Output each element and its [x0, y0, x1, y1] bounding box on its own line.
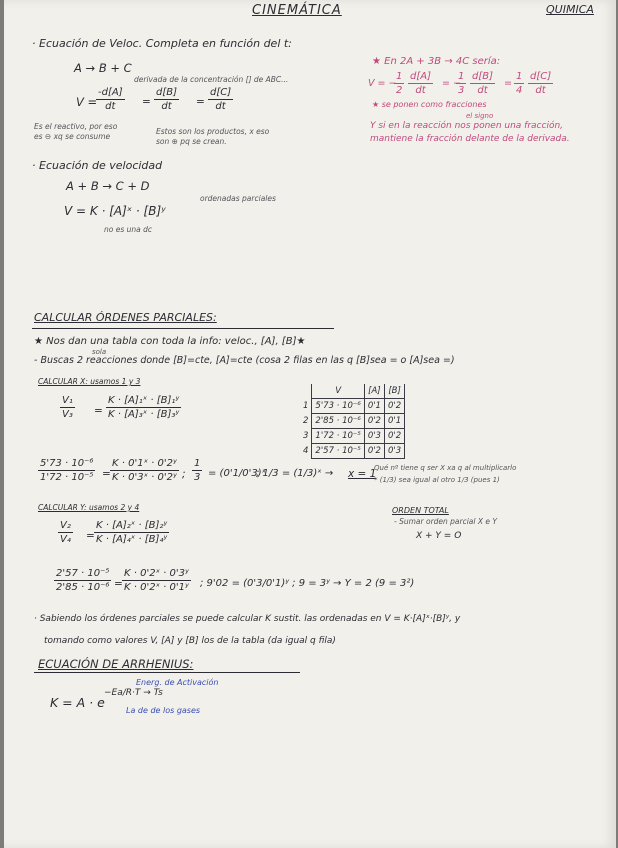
eq-sign: =	[196, 96, 205, 108]
pink-example: ★ En 2A + 3B → 4C sería:	[372, 56, 501, 67]
sec1-heading: · Ecuación de Veloc. Completa en función del t:	[32, 37, 292, 50]
heading-underline	[34, 672, 300, 673]
semicolon: ;	[182, 468, 186, 480]
arrhenius-exponent: −Ea/R·T → Ts	[104, 688, 163, 698]
sec1-frac-a: -d[A] dt	[98, 87, 123, 112]
num-ratio-rate-x: K · 0'1ˣ · 0'2ʸ K · 0'3ˣ · 0'2ʸ	[112, 458, 177, 483]
pow-x-2: ; 1/3 = (1/3)ˣ →	[256, 468, 334, 479]
table-row: 4 2'57 · 10⁻⁵ 0'2 0'3	[300, 444, 405, 459]
col-header-a: [A]	[364, 384, 384, 399]
eq-sign: =	[86, 530, 95, 542]
orden-total-title: ORDEN TOTAL	[392, 506, 449, 515]
sec1-v-prefix: V =	[76, 95, 98, 109]
pink-note-1: Y si en la reacción nos ponen una fracción,	[370, 121, 564, 131]
k-note: no es una dc	[104, 225, 153, 234]
eq-sign: =	[102, 468, 111, 480]
orden-total-2: X + Y = O	[416, 531, 462, 541]
sec4-heading: ECUACIÓN DE ARRHENIUS:	[38, 657, 194, 671]
x-result: x = 1	[348, 468, 377, 480]
y-solution: ; 9'02 = (0'3/0'1)ʸ ; 9 = 3ʸ → Y = 2 (9 = 3²)	[200, 578, 415, 589]
sec1-reaction: A → B + C	[74, 61, 132, 75]
eq-sign: =	[114, 578, 123, 590]
sec3-heading: CALCULAR ÓRDENES PARCIALES:	[34, 311, 217, 324]
note-products-1: Estos son los productos, x eso	[156, 127, 270, 136]
ratio-rate-law-y: K · [A]₂ˣ · [B]₂ʸ K · [A]₄ˣ · [B]₄ʸ	[96, 520, 168, 545]
table-row: 1 5'73 · 10⁻⁶ 0'1 0'2	[300, 399, 405, 414]
calc-x-label: CALCULAR X: usamos 1 y 3	[38, 377, 141, 386]
pow-x-1: = (0'1/0'3)ˣ	[208, 468, 267, 479]
num-ratio-v1-v3: 5'73 · 10⁻⁶ 1'72 · 10⁻⁵	[40, 458, 94, 483]
calc-y-label: CALCULAR Y: usamos 2 y 4	[38, 503, 140, 512]
page-title: CINEMÁTICA	[252, 3, 342, 18]
x-explanation-2: * (1/3) sea igual al otro 1/3 (pues 1)	[374, 476, 500, 484]
num-ratio-rate-y: K · 0'2ˣ · 0'3ʸ K · 0'2ˣ · 0'1ʸ	[124, 568, 189, 593]
eq-sign: =	[142, 96, 151, 108]
sec3-line2: - Buscas 2 reacciones donde [B]=cte, [A]=cte (cosa 2 filas en las q [B]sea = o [A]sea =)	[34, 355, 455, 366]
pink-term-1: d[A] dt	[410, 71, 431, 96]
pink-v-prefix: V = −	[368, 78, 397, 89]
orden-total-1: - Sumar orden parcial X e Y	[394, 517, 497, 526]
subject-label: QUIMICA	[546, 3, 594, 16]
pink-term-2: d[B] dt	[472, 71, 494, 96]
num-ratio-v2-v4: 2'57 · 10⁻⁵ 2'85 · 10⁻⁶	[56, 568, 110, 593]
pink-signo: el signo	[466, 112, 494, 120]
pink-coef-3: 1 4	[516, 71, 523, 96]
activation-energy-note: Energ. de Activación	[136, 678, 219, 687]
pink-coef-1: 1 2	[396, 71, 403, 96]
col-header-v: V	[312, 384, 364, 399]
eq-sign: =	[94, 405, 103, 417]
pink-term-3: d[C] dt	[530, 71, 552, 96]
sec3-line1: ★ Nos dan una tabla con toda la info: veloc., [A], [B]★	[34, 336, 306, 347]
pink-note-2: mantiene la fracción delante de la derivada.	[370, 134, 570, 144]
sola-note: sola	[92, 348, 107, 356]
ratio-rate-law-x: K · [A]₁ˣ · [B]₁ʸ K · [A]₃ˣ · [B]₃ʸ	[108, 395, 180, 420]
one-third: 1 3	[194, 458, 201, 483]
pink-note-fractions: ★ se ponen como fracciones	[372, 100, 487, 109]
heading-underline	[32, 328, 334, 329]
sec1-frac-c: d[C] dt	[210, 87, 232, 112]
x-explanation-1: Qué nº tiene q ser X xa q al multiplicarlo	[374, 464, 517, 472]
sec1-frac-b: d[B] dt	[156, 87, 178, 112]
note-reactant-1: Es el reactivo, por eso	[34, 122, 118, 131]
pink-eq-2: = −	[442, 78, 461, 89]
table-row: 3 1'72 · 10⁻⁵ 0'3 0'2	[300, 429, 405, 444]
table-row: 2 2'85 · 10⁻⁶ 0'2 0'1	[300, 414, 405, 429]
k-substitution-2: tomando como valores V, [A] y [B] los de la tabla (da igual q fila)	[44, 636, 336, 646]
sec2-reaction: A + B → C + D	[66, 179, 150, 193]
rate-data-table	[300, 384, 405, 459]
pink-coef-2: 1 3	[458, 71, 465, 96]
arrhenius-formula: K = A · e	[50, 695, 105, 710]
sec2-heading: · Ecuación de velocidad	[32, 159, 163, 172]
rate-law: V = K · [A]ˣ · [B]ʸ	[64, 204, 166, 218]
pink-eq-3: =	[504, 78, 512, 89]
col-header-b: [B]	[384, 384, 404, 399]
ratio-v1-v3: V₁ V₃	[62, 395, 73, 420]
note-products-2: son ⊕ pq se crean.	[156, 137, 227, 146]
partial-orders-note: ordenadas parciales	[200, 194, 276, 203]
notebook-page	[4, 0, 616, 848]
sec1-deriv-note: derivada de la concentración [] de ABC...	[134, 75, 289, 84]
note-reactant-2: es ⊖ xq se consume	[34, 132, 111, 141]
gas-constant-note: La de de los gases	[126, 706, 201, 715]
k-substitution-1: · Sabiendo los órdenes parciales se puede calcular K sustit. las ordenadas en V = K·[A]ˣ·[B]ʸ, y	[34, 614, 461, 624]
ratio-v2-v4: V₂ V₄	[60, 520, 71, 545]
